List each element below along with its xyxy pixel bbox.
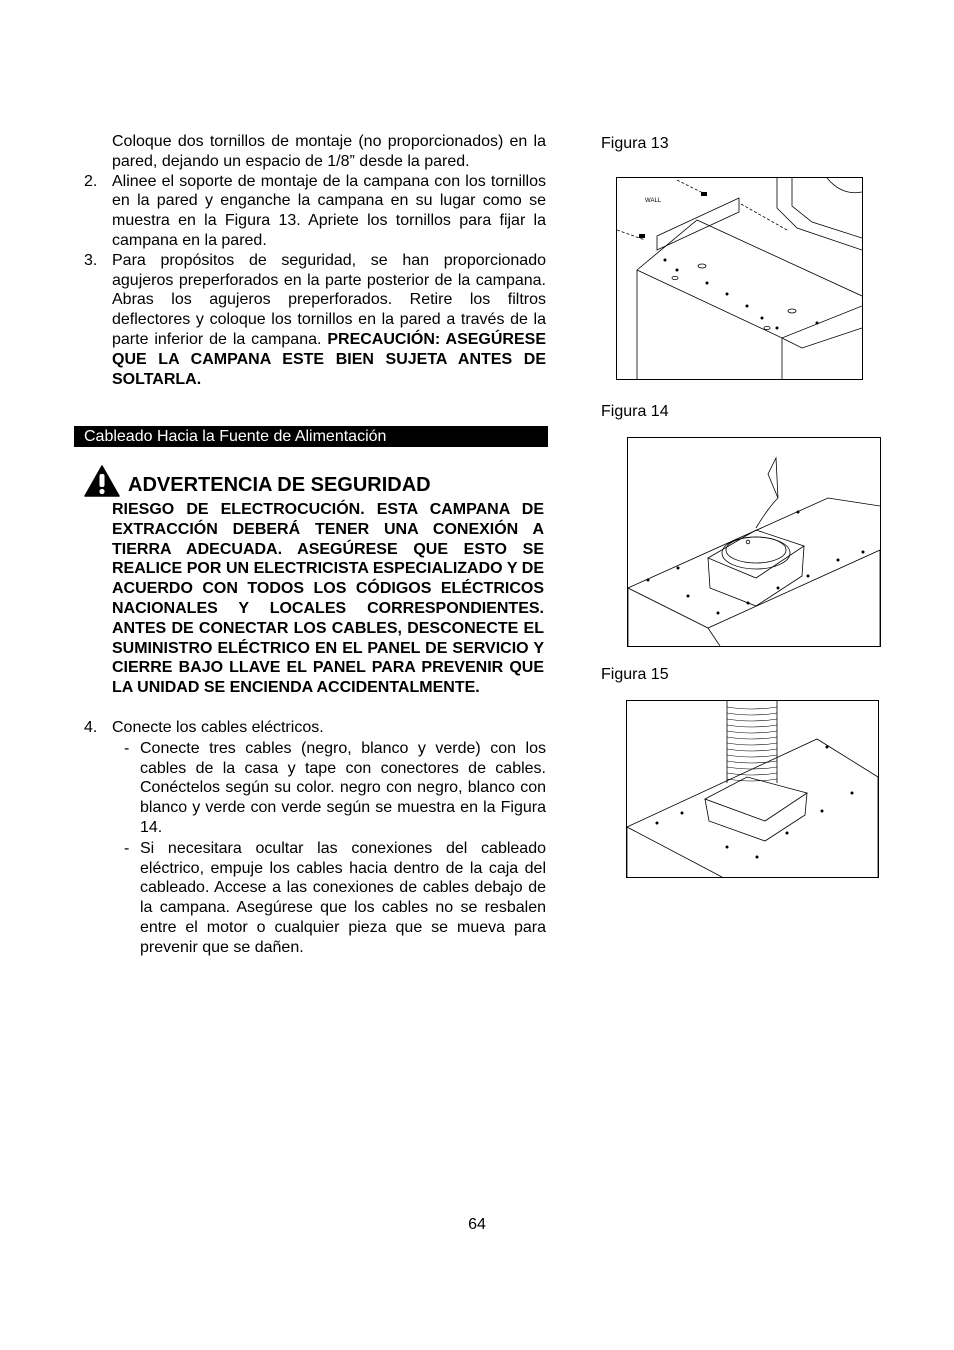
- section-title: Cableado Hacia la Fuente de Alimentación: [84, 428, 387, 445]
- step-text: Alinee el soporte de montaje de la campana con los tornillos en la pared y enganche la campana en su lugar como se muestra en la Figura 13. Apriete los tornillos para fijar la campana en la pared.: [112, 172, 546, 249]
- figure-15-label: Figura 15: [601, 666, 669, 683]
- figure-15-image: [626, 700, 879, 878]
- step-number: 3.: [84, 251, 98, 269]
- step-2: [84, 172, 546, 251]
- figure-13-image: [616, 177, 863, 380]
- page-number: 64: [468, 1216, 486, 1233]
- step-number: 2.: [84, 172, 98, 190]
- step-text: Conecte los cables eléctricos.: [112, 719, 324, 736]
- duct-installation-illustration: [627, 701, 878, 877]
- warning-header: [84, 464, 431, 497]
- warning-body: RIESGO DE ELECTROCUCIÓN. ESTA CAMPANA DE EXTRACCIÓN DEBERÁ TENER UNA CONEXIÓN A TIERRA ADECUADA. ASEGÚRESE QUE ESTO SE REALICE POR UN ELECTRICISTA ESPECIALIZADO Y DE ACUERDO CON TODOS LOS CÓDIGOS ELÉCTRICOS NACIONALES Y LOCALES CORRESPONDIENTES. ANTES DE CONECTAR LOS CABLES, DESCONECTE EL SUMINISTRO ELÉCTRICO EN EL PANEL DE SERVICIO Y CIERRE BAJO LLAVE EL PANEL PARA PREVENIR QUE LA UNIDAD SE ENCIENDA ACCIDENTALMENTE.: [112, 501, 544, 697]
- sub-item-dash: -: [124, 839, 130, 857]
- figure-13-label: Figura 13: [601, 135, 669, 152]
- hood-mounting-illustration: [617, 178, 862, 379]
- sub-item-dash: -: [124, 739, 130, 757]
- sub-item: [124, 739, 546, 838]
- step-4: [84, 718, 546, 738]
- step-3: [84, 251, 546, 390]
- caution-text: PRECAUCIÓN: ASEGÚRESE QUE LA CAMPANA ESTE BIEN SUJETA ANTES DE SOLTARLA.: [112, 330, 546, 388]
- wiring-illustration: [628, 438, 880, 646]
- wall-label: WALL: [645, 198, 662, 204]
- step-text: Para propósitos de seguridad, se han proporcionado agujeros preperforados en la parte posterior de la campana. Abras los agujeros preperforados. Retire los filtros deflectores y coloque los tornillos en la pared a través de la parte inferior de la campana.: [112, 251, 546, 348]
- section-header: [74, 426, 548, 447]
- figure-14-label: Figura 14: [601, 403, 669, 420]
- warning-title: ADVERTENCIA DE SEGURIDAD: [128, 474, 431, 496]
- step-number: 4.: [84, 719, 98, 736]
- intro-paragraph: Coloque dos tornillos de montaje (no proporcionados) en la pared, dejando un espacio de 1/8” desde la pared.: [112, 133, 546, 170]
- figure-14-image: [627, 437, 881, 647]
- step-4-block: [84, 718, 546, 958]
- instructions-column: [84, 132, 546, 389]
- sub-item-text: Conecte tres cables (negro, blanco y verde) con los cables de la casa y tape con conectores de cables. Conéctelos según su color. negro con negro, blanco con blanco y verde con verde según se muestra en la Figura 14.: [140, 739, 546, 836]
- sub-item-text: Si necesitara ocultar las conexiones del cableado eléctrico, empuje los cables hacia dentro de la caja del cableado. Accese a las conexiones de cables debajo de la campana. Asegúrese que los cables no se resbalen entre el motor o cualquier pieza que se mueva para prevenir que se dañen.: [140, 839, 546, 956]
- warning-triangle-icon: [84, 465, 120, 497]
- sub-item: [124, 839, 546, 958]
